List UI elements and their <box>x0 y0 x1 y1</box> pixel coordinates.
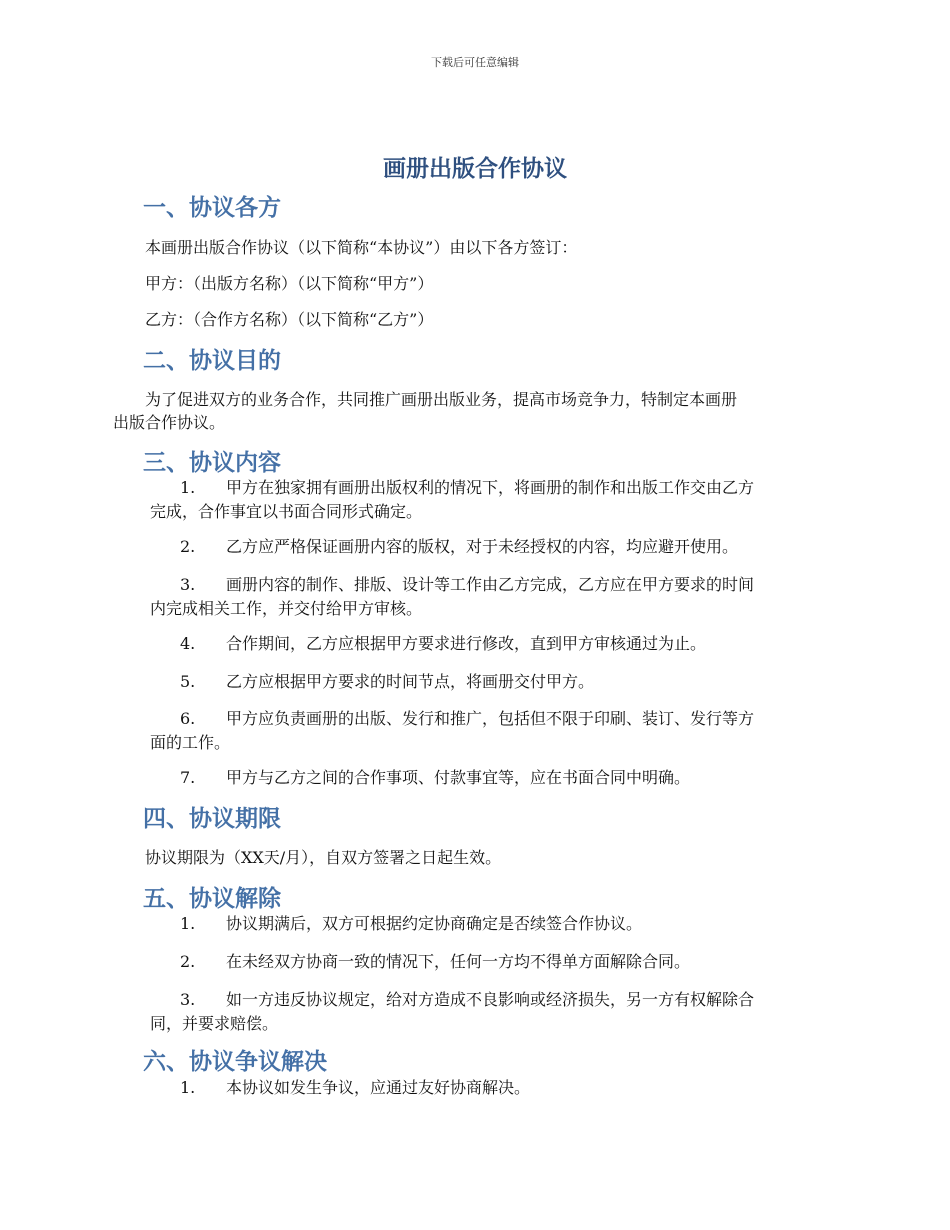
list-item-text-cont: 面的工作。 <box>150 733 231 752</box>
list-item-text: 本协议如发生争议，应通过友好协商解决。 <box>226 1078 531 1097</box>
list-item-number: 1. <box>180 914 196 933</box>
list-item-number: 2. <box>180 952 196 971</box>
list-item-text: 在未经双方协商一致的情况下，任何一方均不得单方面解除合同。 <box>226 952 691 971</box>
list-item-text-cont: 内完成相关工作，并交付给甲方审核。 <box>150 599 423 618</box>
list-item-text: 乙方应根据甲方要求的时间节点，将画册交付甲方。 <box>226 672 595 691</box>
list-item-text: 协议期满后，双方可根据约定协商确定是否续签合作协议。 <box>226 914 643 933</box>
list-item-number: 4. <box>180 634 196 653</box>
document-title: 画册出版合作协议 <box>383 156 567 182</box>
list-item-number: 6. <box>180 709 196 728</box>
purpose-line-2: 出版合作协议。 <box>113 413 226 432</box>
party-a: 甲方：（出版方名称）（以下简称“甲方”） <box>145 274 434 293</box>
section-heading-term: 四、协议期限 <box>143 806 281 832</box>
list-item-number: 7. <box>180 768 196 787</box>
list-item-text: 合作期间，乙方应根据甲方要求进行修改，直到甲方审核通过为止。 <box>226 634 707 653</box>
list-item-number: 3. <box>180 990 196 1009</box>
list-item-number: 1. <box>180 478 196 497</box>
section-heading-parties: 一、协议各方 <box>143 195 281 221</box>
header-note: 下载后可任意编辑 <box>431 56 519 69</box>
list-item-text: 乙方应严格保证画册内容的版权，对于未经授权的内容，均应避开使用。 <box>226 537 739 556</box>
list-item-text-cont: 完成，合作事宜以书面合同形式确定。 <box>150 502 423 521</box>
term-text: 协议期限为（XX天/月），自双方签署之日起生效。 <box>145 848 502 867</box>
section-heading-termination: 五、协议解除 <box>143 886 281 912</box>
list-item-text: 画册内容的制作、排版、设计等工作由乙方完成，乙方应在甲方要求的时间 <box>226 575 755 594</box>
list-item-number: 3. <box>180 575 196 594</box>
section-heading-purpose: 二、协议目的 <box>143 348 281 374</box>
list-item-number: 5. <box>180 672 196 691</box>
list-item-text: 如一方违反协议规定，给对方造成不良影响或经济损失，另一方有权解除合 <box>226 990 755 1009</box>
purpose-line-1: 为了促进双方的业务合作，共同推广画册出版业务，提高市场竞争力，特制定本画册 <box>145 390 738 409</box>
list-item-number: 2. <box>180 537 196 556</box>
parties-intro: 本画册出版合作协议（以下简称“本协议”）由以下各方签订： <box>145 238 578 257</box>
list-item-text: 甲方应负责画册的出版、发行和推广，包括但不限于印刷、装订、发行等方 <box>226 709 755 728</box>
list-item-text-cont: 同，并要求赔偿。 <box>150 1014 279 1033</box>
section-heading-content: 三、协议内容 <box>143 450 281 476</box>
section-heading-dispute: 六、协议争议解决 <box>143 1049 327 1075</box>
party-b: 乙方：（合作方名称）（以下简称“乙方”） <box>145 310 434 329</box>
list-item-text: 甲方在独家拥有画册出版权利的情况下，将画册的制作和出版工作交由乙方 <box>226 478 755 497</box>
list-item-number: 1. <box>180 1078 196 1097</box>
list-item-text: 甲方与乙方之间的合作事项、付款事宜等，应在书面合同中明确。 <box>226 768 691 787</box>
